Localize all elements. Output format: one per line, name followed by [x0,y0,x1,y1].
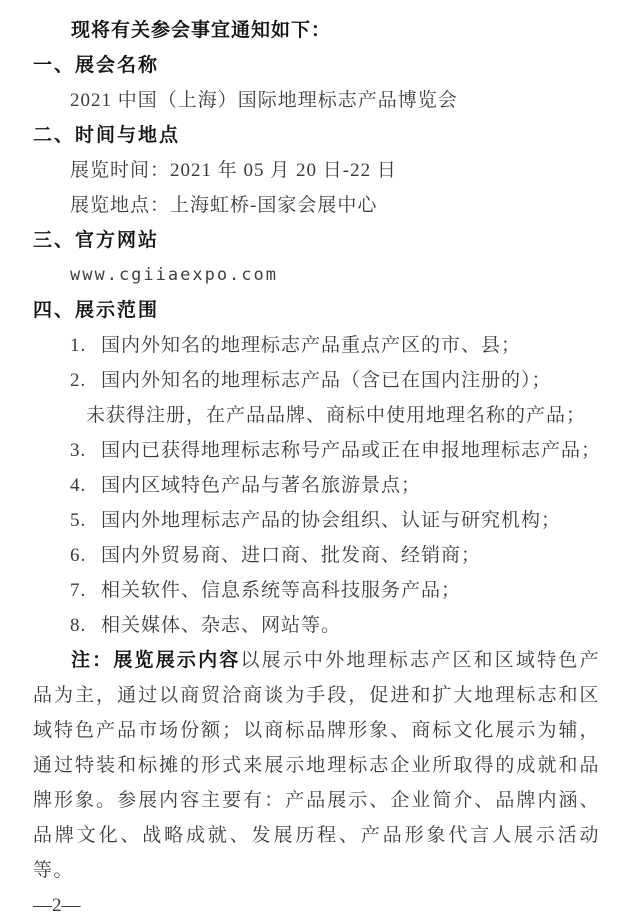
note-lead: 注：展览展示内容 [71,650,241,671]
list-item-text: 国内区域特色产品与著名旅游景点； [101,475,422,496]
list-item [70,503,600,538]
list-item-text: 国内外知名的地理标志产品重点产区的市、县； [101,335,522,356]
list-item-marker: 8. [70,615,87,636]
list-item-text: 国内外知名的地理标志产品（含已在国内注册的）； [101,370,552,391]
section-heading-website: 三、官方网站 [33,230,160,251]
intro-line: 现将有关参会事宜通知如下： [71,20,332,41]
section-heading-exhibition-name: 一、展会名称 [33,55,160,76]
list-item-text: 国内已获得地理标志称号产品或正在申报地理标志产品； [101,440,602,461]
list-item-marker: 4. [70,475,87,496]
list-item-marker: 7. [70,580,87,601]
list-item-marker: 6. [70,545,87,566]
list-item [70,328,600,363]
list-item-text: 国内外地理标志产品的协会组织、认证与研究机构； [101,510,562,531]
exhibition-venue-line: 展览地点：上海虹桥-国家会展中心 [70,195,378,216]
note-text: 以展示中外地理标志产区和区域特色产品为主，通过以商贸洽商谈为手段，促进和扩大地理标志和区域特色产品市场份额；以商标品牌形象、商标文化展示为辅，通过特装和标摊的形式来展示地理标志企业所取得的成就和品牌形象。参展内容主要有：产品展示、企业简介、品牌内涵、品牌文化、战略成就、发展历程、产品形象代言人展示活动等。 [33,650,600,881]
section-heading-scope: 四、展示范围 [33,300,160,321]
list-item-continuation [86,398,600,433]
section-heading-time-venue: 二、时间与地点 [33,125,181,146]
list-item [70,573,600,608]
list-item [70,363,600,398]
list-item-marker: 1. [70,335,87,356]
list-item [70,433,600,468]
list-item [70,608,600,643]
note-paragraph [33,643,600,888]
list-item-text: 相关软件、信息系统等高科技服务产品； [101,580,462,601]
list-item-marker: 2. [70,370,87,391]
list-item-text: 未获得注册，在产品品牌、商标中使用地理名称的产品； [86,405,587,426]
list-item [70,468,600,503]
list-item-marker: 5. [70,510,87,531]
exhibition-time-line: 展览时间：2021 年 05 月 20 日-22 日 [70,160,397,181]
website-url: www.cgiiaexpo.com [70,265,278,285]
list-item [70,538,600,573]
list-item-text: 国内外贸易商、进口商、批发商、经销商； [101,545,482,566]
page-number: —2— [33,895,81,916]
list-item-text: 相关媒体、杂志、网站等。 [101,615,342,636]
exhibition-name-line: 2021 中国（上海）国际地理标志产品博览会 [70,90,458,111]
list-item-marker: 3. [70,440,87,461]
